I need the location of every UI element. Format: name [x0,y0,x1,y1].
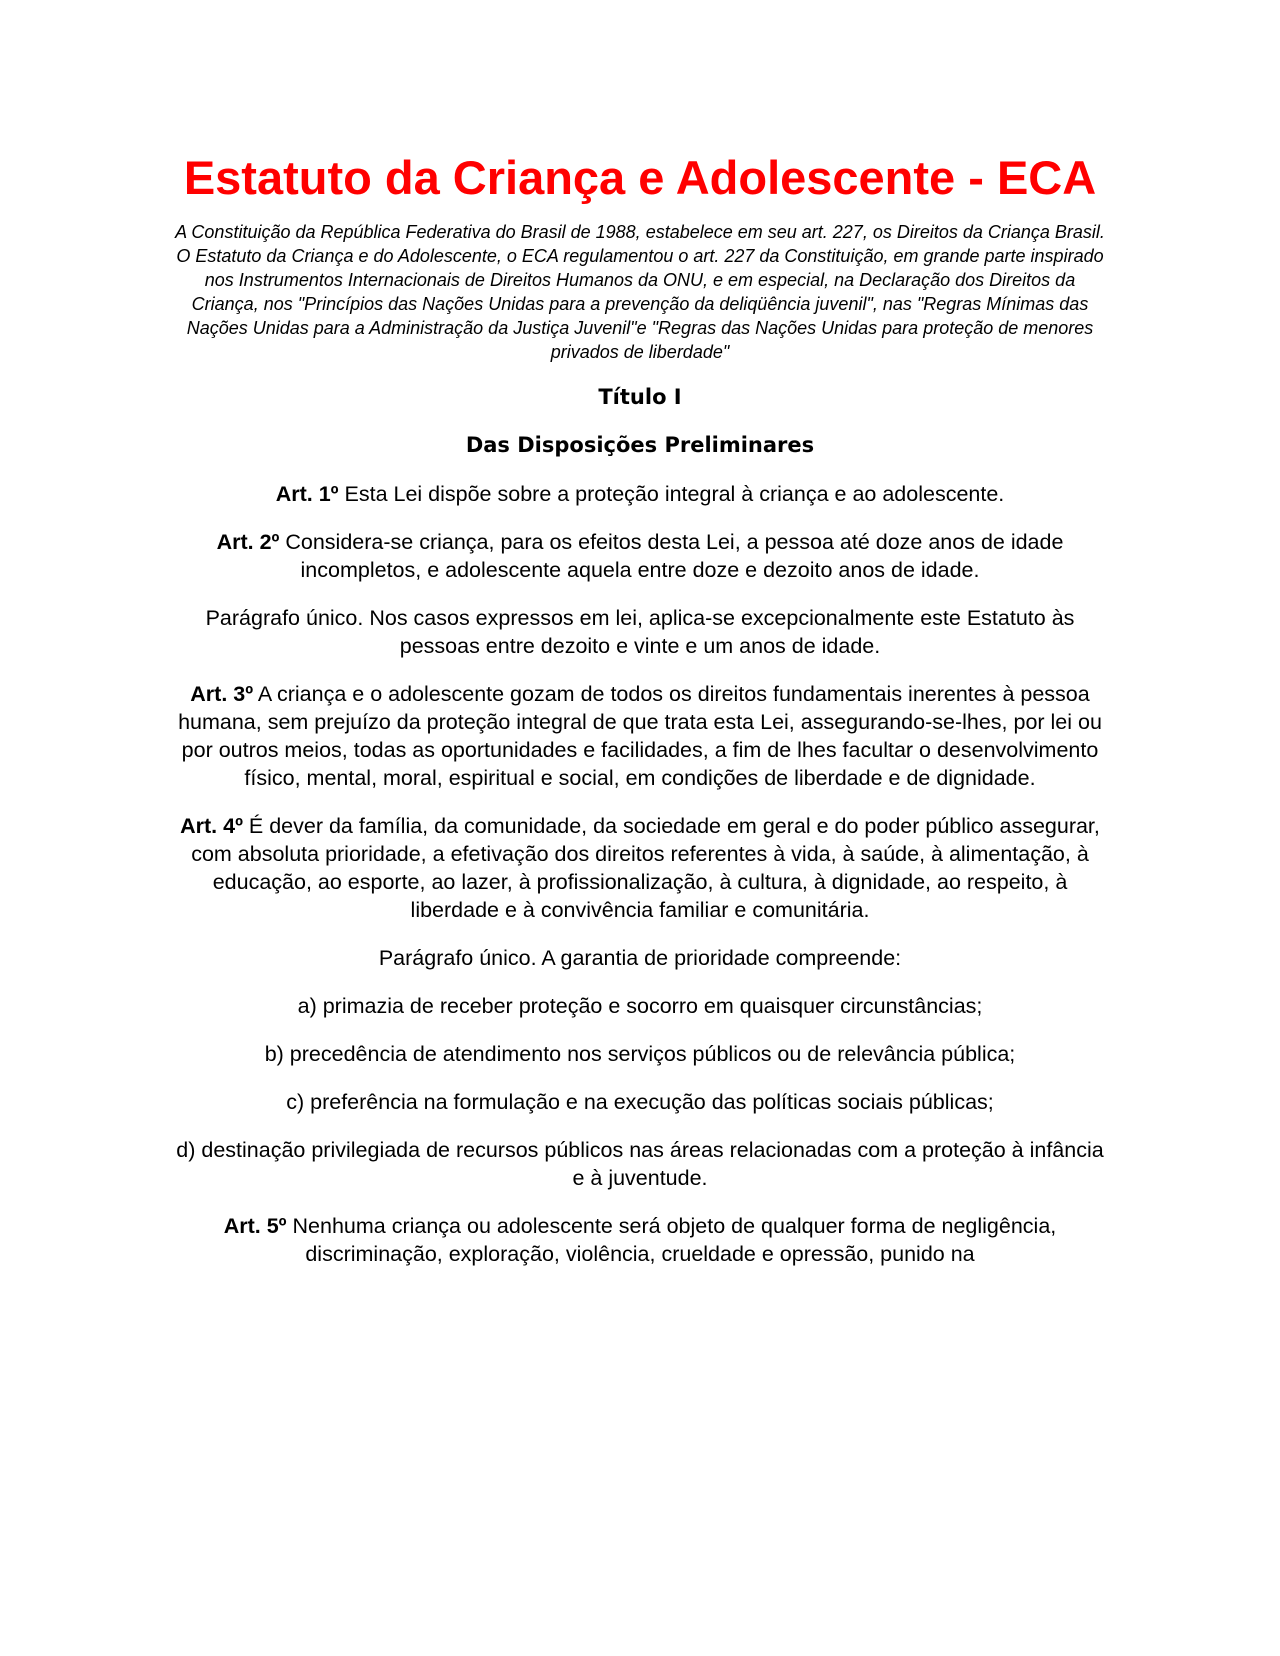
article-label: Art. 5º [223,1214,287,1238]
article-label: Art. 4º [180,814,243,838]
item-text: c) preferência na formulação e na execução das políticas sociais públicas; [286,1090,994,1114]
article-label: Art. 3º [190,682,254,706]
article-label: Art. 1º [275,482,339,506]
item-b [172,1040,1108,1068]
article-text: Esta Lei dispõe sobre a proteção integral à criança e ao adolescente. [338,482,1005,506]
article-3 [172,680,1108,792]
document-title: Estatuto da Criança e Adolescente - ECA [183,151,1097,204]
article-text: Nenhuma criança ou adolescente será objeto de qualquer forma de negligência, discriminação, exploração, violência, crueldade e opressão, punido na [286,1214,1057,1266]
article-text: Considera-se criança, para os efeitos desta Lei, a pessoa até doze anos de idade incompletos, e adolescente aquela entre doze e dezoito anos de idade. [279,530,1064,582]
item-text: a) primazia de receber proteção e socorro em quaisquer circunstâncias; [297,994,983,1018]
article-1 [172,480,1108,508]
title-heading: Título I [598,385,682,409]
article-text: A criança e o adolescente gozam de todos os direitos fundamentais inerentes à pessoa humana, sem prejuízo da proteção integral de que trata esta Lei, assegurando-se-lhes, por lei ou por outros meios, todas as oportunidades e facilidades, a fim de lhes facultar o desenvolvimento físico, mental, moral, espiritual e social, em condições de liberdade e de dignidade. [178,682,1102,790]
section-heading: Das Disposições Preliminares [465,433,815,457]
item-d [172,1136,1108,1192]
paragraph-text: Parágrafo único. Nos casos expressos em lei, aplica-se excepcionalmente este Estatuto às pessoas entre dezoito e vinte e um anos de idade. [205,606,1075,658]
article-text: É dever da família, da comunidade, da sociedade em geral e do poder público assegurar, com absoluta prioridade, a efetivação dos direitos referentes à vida, à saúde, à alimentação, à educação, ao esporte, ao lazer, à profissionalização, à cultura, à dignidade, ao respeito, à liberdade e à convivência familiar e comunitária. [191,814,1100,922]
article-5 [172,1212,1108,1268]
document-page [172,150,1108,1288]
article-4 [172,812,1108,924]
item-c [172,1088,1108,1116]
item-text: d) destinação privilegiada de recursos públicos nas áreas relacionadas com a proteção à infância e à juventude. [176,1138,1104,1190]
article-2 [172,528,1108,584]
intro-paragraph: A Constituição da República Federativa do Brasil de 1988, estabelece em seu art. 227, os Direitos da Criança Brasil. O Estatuto da Criança e do Adolescente, o ECA regulamentou o art. 227 da Constituição, em grande parte inspirado nos Instrumentos Internacionais de Direitos Humanos da ONU, e em especial, na Declaração dos Direitos da Criança, nos "Princípios das Nações Unidas para a prevenção da deliqüência juvenil", nas "Regras Mínimas das Nações Unidas para a Administração da Justiça Juvenil"e "Regras das Nações Unidas para proteção de menores privados de liberdade" [175,222,1105,362]
article-label: Art. 2º [216,530,280,554]
article-4-sole-paragraph [172,944,1108,972]
paragraph-text: Parágrafo único. A garantia de prioridade compreende: [378,946,902,970]
item-text: b) precedência de atendimento nos serviços públicos ou de relevância pública; [264,1042,1016,1066]
article-2-sole-paragraph [172,604,1108,660]
item-a [172,992,1108,1020]
